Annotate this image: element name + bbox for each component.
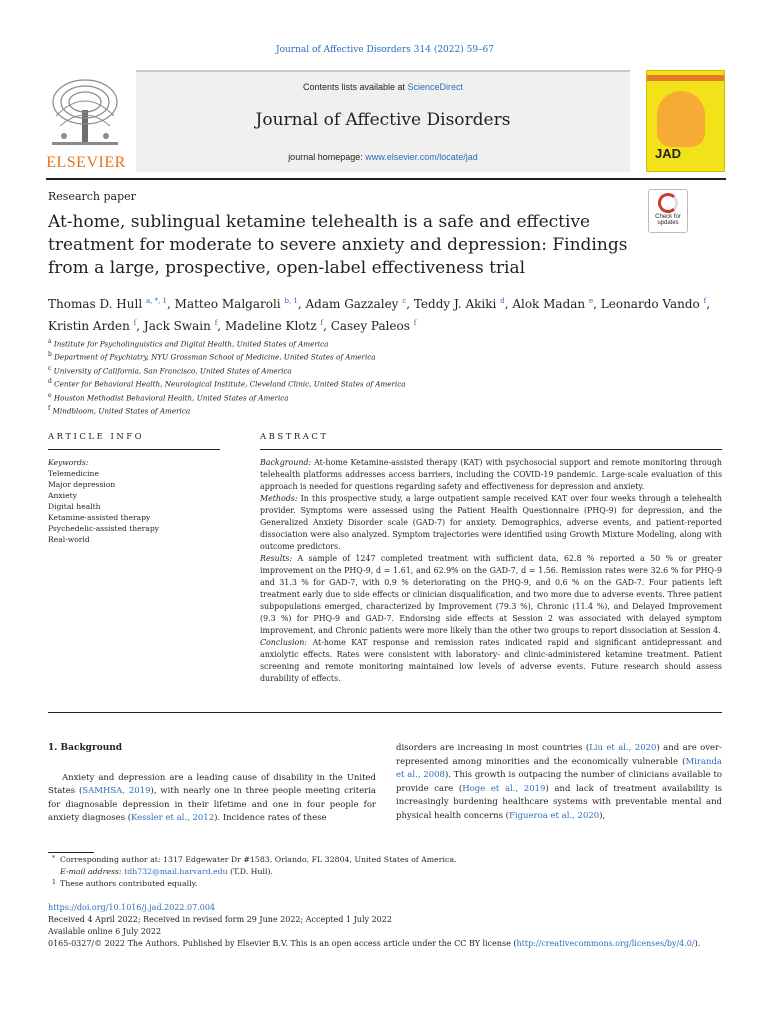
crossmark-line2: updates (657, 220, 679, 226)
section-heading-background: 1. Background (48, 743, 123, 753)
author-item (144, 319, 225, 333)
affiliation-item (48, 363, 728, 376)
author-affiliation-mark[interactable]: f (703, 297, 707, 305)
contents-prefix: Contents lists available at (302, 82, 408, 92)
affiliation-mark: c (48, 364, 52, 372)
author-item (306, 297, 414, 311)
homepage-line (136, 152, 630, 162)
text-run: ) and are over-represented among minorities and the economically vulnerable ( (396, 743, 723, 767)
keyword-item: Digital health (48, 502, 101, 511)
author-name[interactable]: Jack Swain (143, 319, 211, 333)
body-column-left (48, 742, 376, 826)
author-separator: , (167, 297, 175, 311)
abstract-section (260, 493, 722, 553)
author-separator: , (504, 297, 513, 311)
author-separator: , (593, 297, 601, 311)
abstract-heading: ABSTRACT (260, 432, 329, 442)
affiliation-text: Mindbloom, United States of America (52, 406, 191, 416)
author-item (414, 297, 512, 311)
author-item (48, 297, 175, 311)
affiliation-text: Center for Behavioral Health, Neurological Institute, Cleveland Clinic, United States of America (54, 379, 406, 389)
email-link[interactable]: tdh732@mail.harvard.edu (124, 867, 228, 876)
crossmark-line1: Check for (655, 214, 681, 220)
doi-link[interactable]: https://doi.org/10.1016/j.jad.2022.07.004 (48, 903, 215, 912)
article-info-heading: ARTICLE INFO (48, 432, 145, 442)
received-dates: Received 4 April 2022; Received in revised form 29 June 2022; Accepted 1 July 2022 (48, 915, 392, 924)
article-info-divider (48, 449, 220, 450)
abstract-body (260, 457, 722, 685)
author-affiliation-mark[interactable]: f (214, 319, 218, 327)
author-name[interactable]: Casey Paleos (330, 319, 410, 333)
text-run: ) and lack of treatment availability is increasingly burdening healthcare systems with preventable mental and physical health concerns ( (396, 783, 722, 821)
author-separator: , (297, 297, 306, 311)
text-run: ), with nearly one in three people meeting criteria for diagnosable depression in their lifetime and one in four people for anxiety diagnoses ( (48, 786, 376, 823)
equal-contribution-note (48, 878, 728, 890)
background-paragraph-continued (396, 742, 722, 823)
text-run: disorders are increasing in most countries ( (396, 743, 590, 753)
affiliation-text: Houston Methodist Behavioral Health, United States of America (53, 392, 289, 402)
abstract-divider (260, 449, 722, 450)
author-separator: , (217, 319, 225, 333)
header-divider (46, 178, 726, 180)
affiliation-mark: a (48, 338, 52, 345)
affiliation-item (48, 390, 728, 403)
citation-link[interactable]: Figueroa et al., 2020 (509, 810, 600, 821)
author-name[interactable]: Alok Madan (512, 297, 586, 311)
author-item (175, 297, 306, 311)
journal-masthead (46, 70, 726, 170)
article-type: Research paper (48, 190, 136, 203)
author-separator: , (136, 319, 144, 333)
abstract-section-text: At-home KAT response and remission rates indicated rapid and significant antidepressant and anxiolytic effects. Rates were consistent with laboratory- and clinic-administered ketamine treatment. Patient screening and remote monitoring maintained low levels of adverse events. Future research should assess durability of effects. (260, 638, 722, 683)
footnotes (48, 854, 728, 890)
background-paragraph (48, 772, 376, 826)
citation-link[interactable]: Miranda et al., 2008 (396, 756, 722, 780)
affiliation-item (48, 336, 728, 349)
author-affiliation-mark[interactable]: d (500, 297, 505, 305)
homepage-link[interactable]: www.elsevier.com/locate/jad (365, 152, 478, 162)
abstract-section-text: A sample of 1247 completed treatment with sufficient data, 62.8 % reported a 50 % or greater improvement on the PHQ-9, d = 1.61, and 62.9% on the GAD-7, d = 1.56. Remission rates were 32.6 % for PHQ-9 and 31.3 % for GAD-7, with 0.9 % deteriorating on the PHQ-9, and 0.6 % on the GAD-7. Four patients left treatment early due to side effects or clinician disqualification, and two more due to adverse events. Three patient subpopulations emerged, characterized by Improvement (79.3 %), Chronic (11.4 %), and Delayed Improvement (9.3 %) for PHQ-9 and GAD-7. Endorsing side effects at Session 2 was associated with delayed symptom improvement, and Chronic patients were more likely than the other two groups to report dissociation at Session 4. (260, 554, 722, 635)
affiliation-mark: e (48, 391, 52, 399)
online-date: Available online 6 July 2022 (48, 927, 162, 936)
text-run: ), (599, 810, 606, 821)
license-line (48, 938, 738, 950)
abstract-section (260, 637, 722, 685)
masthead-band (136, 70, 630, 172)
abstract-section-text: In this prospective study, a large outpatient sample received KAT over four weeks through a telehealth provider. Symptoms were assessed using the Patient Health Questionnaire (PHQ-9) for depression, and the Generalized Anxiety Disorder scale (GAD-7) for anxiety. Demographics, adverse events, and patient-reported dissociation were also analyzed. Symptom trajectories were identified using Growth Mixture Modeling, along with outcome predictors. (260, 494, 722, 551)
license-link[interactable]: http://creativecommons.org/licenses/by/4.0/ (516, 939, 695, 948)
author-affiliation-mark[interactable]: f (133, 319, 137, 327)
keyword-item: Ketamine-assisted therapy (48, 513, 151, 522)
elsevier-tree-icon (46, 76, 124, 148)
author-name[interactable]: Leonardo Vando (600, 297, 700, 311)
affiliation-list (48, 336, 728, 416)
text-run: Anxiety and depression are a leading cause of disability in the United States ( (48, 772, 376, 796)
affiliation-text: Institute for Psycholinguistics and Digital Health, United States of America (53, 339, 329, 349)
abstract-section-text: At-home Ketamine-assisted therapy (KAT) with psychosocial support and remote monitoring through telehealth platforms addresses access barriers, including the COVID-19 pandemic. Large-scale evaluation of this approach is needed for questions regarding safety and effectiveness for depression and anxiety. (260, 458, 722, 491)
license-prefix: 0165-0327/© 2022 The Authors. Published by Elsevier B.V. This is an open access article under the CC BY license ( (48, 939, 517, 948)
affiliation-item (48, 349, 728, 362)
affiliation-mark: f (48, 404, 51, 412)
author-separator: , (706, 297, 711, 311)
abstract-section-label: Background: (260, 458, 312, 467)
author-item (331, 319, 417, 333)
contents-line (136, 82, 630, 92)
author-name[interactable]: Madeline Klotz (224, 319, 317, 333)
author-name[interactable]: Thomas D. Hull (48, 297, 143, 311)
author-list (48, 292, 728, 336)
sciencedirect-link[interactable]: ScienceDirect (407, 82, 464, 92)
author-item (48, 319, 144, 333)
journal-reference-link[interactable]: Journal of Affective Disorders 314 (2022) 59–67 (275, 45, 495, 55)
body-column-right (396, 742, 722, 823)
abstract-section (260, 553, 722, 637)
affiliation-text: University of California, San Francisco, United States of America (53, 366, 292, 376)
journal-cover-image[interactable] (646, 70, 725, 172)
text-run: ). Incidence rates of these (214, 813, 327, 823)
text-run: ). This growth is outpacing the number of clinicians available to provide care ( (396, 770, 723, 794)
keyword-item: Psychedelic-assisted therapy (48, 524, 159, 533)
author-item (512, 297, 600, 311)
abstract-section-label: Results: (260, 554, 293, 563)
author-affiliation-mark[interactable]: a, *, 1 (145, 297, 168, 305)
author-affiliation-mark[interactable]: f (320, 319, 324, 327)
abstract-section (260, 457, 722, 493)
check-for-updates-button[interactable] (648, 189, 688, 233)
author-name[interactable]: Teddy J. Akiki (413, 297, 497, 311)
citation-link[interactable]: SAMHSA, 2019 (82, 786, 151, 796)
corresponding-author-note (48, 854, 728, 866)
email-label: E-mail address: (60, 867, 122, 876)
citation-link[interactable]: Kessler et al., 2012 (131, 813, 215, 823)
license-suffix: ). (694, 939, 701, 948)
cover-head-graphic (657, 91, 705, 147)
keywords-block (48, 457, 228, 545)
journal-title: Journal of Affective Disorders (255, 110, 511, 130)
keyword-item: Telemedicine (48, 469, 99, 478)
keyword-item: Major depression (48, 480, 116, 489)
abstract-bottom-divider (48, 712, 722, 713)
abstract-section-label: Conclusion: (260, 638, 307, 647)
author-name[interactable]: Kristin Arden (48, 319, 130, 333)
author-separator: , (406, 297, 414, 311)
cover-strip (647, 75, 724, 81)
publication-info (48, 902, 738, 950)
email-suffix: (T.D. Hull). (230, 867, 274, 876)
abstract-section-label: Methods: (260, 494, 298, 503)
crossmark-icon (658, 193, 678, 213)
equal-contribution-text: These authors contributed equally. (60, 879, 198, 888)
author-affiliation-mark[interactable]: f (413, 319, 417, 327)
author-name[interactable]: Adam Gazzaley (305, 297, 399, 311)
corresponding-text: Corresponding author at: 1317 Edgewater Dr #1583, Orlando, FL 32804, United States of America. (60, 855, 457, 864)
citation-link[interactable]: Liu et al., 2020 (589, 743, 657, 753)
email-note (48, 866, 728, 878)
author-name[interactable]: Matteo Malgaroli (174, 297, 281, 311)
author-separator: , (323, 319, 331, 333)
author-affiliation-mark[interactable]: b, 1 (284, 297, 298, 305)
keyword-list (48, 468, 228, 545)
article-title: At-home, sublingual ketamine telehealth is a safe and effective treatment for moderate to severe anxiety and depression: Findings from a large, prospective, open-label effectiveness trial (48, 212, 628, 278)
homepage-prefix: journal homepage: (288, 152, 366, 162)
keywords-label: Keywords: (48, 458, 89, 467)
footnote-mark: * (52, 855, 55, 862)
keyword-item: Real-world (48, 535, 90, 544)
affiliation-text: Department of Psychiatry, NYU Grossman School of Medicine, United States of America (54, 352, 376, 362)
author-affiliation-mark[interactable]: e (588, 297, 594, 305)
elsevier-wordmark: ELSEVIER (46, 154, 126, 171)
affiliation-mark: d (48, 378, 52, 386)
affiliation-item (48, 403, 728, 416)
affiliation-mark: b (48, 351, 52, 359)
author-item (225, 319, 331, 333)
cover-jad-text: JAD (655, 146, 682, 161)
elsevier-logo[interactable] (46, 76, 126, 170)
citation-link[interactable]: Hoge et al., 2019 (462, 783, 546, 794)
footnote-mark: 1 (52, 879, 56, 886)
affiliation-item (48, 376, 728, 389)
author-affiliation-mark[interactable]: c (402, 297, 407, 305)
author-item (601, 297, 710, 311)
keyword-item: Anxiety (48, 491, 77, 500)
